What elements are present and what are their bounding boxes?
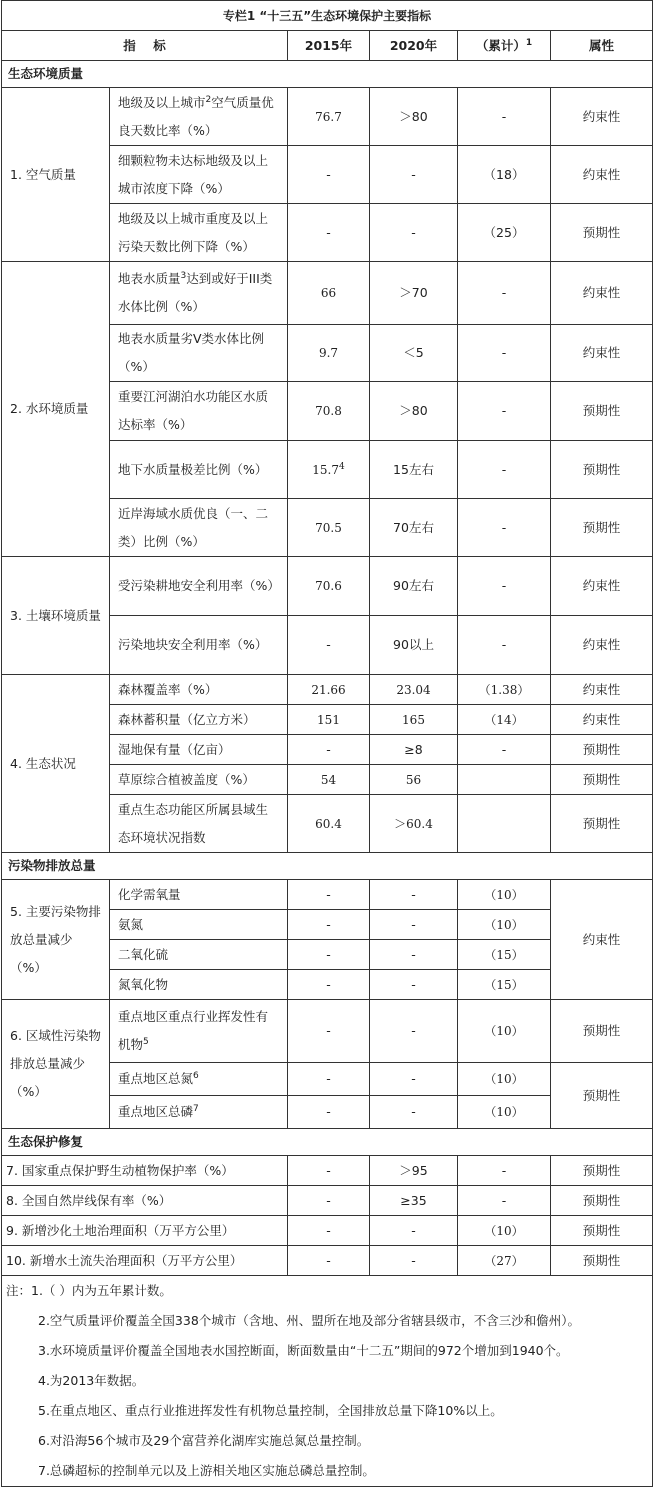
table-row xyxy=(2,880,653,910)
value-cumulative: （10） xyxy=(458,1000,551,1063)
indicator-name: 森林蓄积量（亿立方米） xyxy=(110,705,288,735)
attribute: 预期性 xyxy=(551,441,653,499)
value-cumulative xyxy=(458,765,551,795)
indicator-table xyxy=(1,0,653,1487)
category-label: 4. 生态状况 xyxy=(2,675,110,853)
value-2020: - xyxy=(370,1063,458,1096)
attribute: 约束性 xyxy=(551,675,653,705)
value-2015: - xyxy=(288,1216,370,1246)
value-cumulative xyxy=(458,795,551,853)
indicator-name: 氮氧化物 xyxy=(110,970,288,1000)
value-2020: ＞80 xyxy=(370,382,458,441)
value-2020: 90以上 xyxy=(370,616,458,675)
indicator-name: 重要江河湖泊水功能区水质达标率（%） xyxy=(110,382,288,441)
attribute: 预期性 xyxy=(551,382,653,441)
header-2015: 2015年 xyxy=(288,31,370,61)
value-2020: - xyxy=(370,940,458,970)
value-2020: 90左右 xyxy=(370,557,458,616)
table-row xyxy=(2,1216,653,1246)
value-2015: - xyxy=(288,1246,370,1276)
value-cumulative: - xyxy=(458,262,551,325)
value-2015: - xyxy=(288,1156,370,1186)
value-2015: - xyxy=(288,146,370,204)
attribute: 预期性 xyxy=(551,795,653,853)
value-cumulative: （10） xyxy=(458,880,551,910)
header-2020: 2020年 xyxy=(370,31,458,61)
notes-block xyxy=(2,1276,653,1487)
attribute: 预期性 xyxy=(551,1216,653,1246)
table-row xyxy=(2,675,653,705)
attribute: 约束性 xyxy=(551,557,653,616)
value-cumulative: - xyxy=(458,557,551,616)
indicator-name: 草原综合植被盖度（%） xyxy=(110,765,288,795)
indicator-name: 重点地区重点行业挥发性有机物$^5$ xyxy=(110,1000,288,1063)
value-cumulative: - xyxy=(458,616,551,675)
indicator-name: 地表水质量$^3$达到或好于III类水体比例（%） xyxy=(110,262,288,325)
indicator-name: 10. 新增水土流失治理面积（万平方公里） xyxy=(2,1246,288,1276)
value-cumulative: - xyxy=(458,382,551,441)
indicator-name: 地下水质量极差比例（%） xyxy=(110,441,288,499)
value-cumulative: （15） xyxy=(458,970,551,1000)
value-2015: 9.7 xyxy=(288,325,370,382)
value-2020: - xyxy=(370,1216,458,1246)
value-2015: - xyxy=(288,970,370,1000)
indicator-name: 二氧化硫 xyxy=(110,940,288,970)
category-label: 6. 区域性污染物排放总量减少（%） xyxy=(2,1000,110,1129)
value-2015: 60.4 xyxy=(288,795,370,853)
value-cumulative: （25） xyxy=(458,204,551,262)
note: 3.水环境质量评价覆盖全国地表水国控断面，断面数量由“十二五”期间的972个增加到1940个。 xyxy=(38,1343,569,1358)
value-2015: 21.66 xyxy=(288,675,370,705)
value-2020: ≥35 xyxy=(370,1186,458,1216)
value-2015: - xyxy=(288,1096,370,1129)
attribute: 预期性 xyxy=(551,499,653,557)
attribute: 约束性 xyxy=(551,880,653,1000)
attribute: 约束性 xyxy=(551,325,653,382)
value-2020: - xyxy=(370,1096,458,1129)
indicator-name: 7. 国家重点保护野生动植物保护率（%） xyxy=(2,1156,288,1186)
value-cumulative: （27） xyxy=(458,1246,551,1276)
value-2020: 23.04 xyxy=(370,675,458,705)
value-2015: - xyxy=(288,1186,370,1216)
indicator-name: 重点地区总氮$^6$ xyxy=(110,1063,288,1096)
indicator-name: 氨氮 xyxy=(110,910,288,940)
indicator-name: 森林覆盖率（%） xyxy=(110,675,288,705)
attribute: 预期性 xyxy=(551,1186,653,1216)
section-heading: 生态保护修复 xyxy=(2,1129,653,1156)
value-2020: - xyxy=(370,910,458,940)
attribute: 预期性 xyxy=(551,1246,653,1276)
attribute: 约束性 xyxy=(551,616,653,675)
note: 4.为2013年数据。 xyxy=(38,1373,145,1388)
header-cumulative: （累计）$^1$ xyxy=(458,31,551,61)
indicator-name: 8. 全国自然岸线保有率（%） xyxy=(2,1186,288,1216)
value-cumulative: （10） xyxy=(458,1063,551,1096)
value-cumulative: （1.38） xyxy=(458,675,551,705)
value-2020: ≥8 xyxy=(370,735,458,765)
header-attribute: 属性 xyxy=(551,31,653,61)
value-2015: - xyxy=(288,910,370,940)
section-heading: 生态环境质量 xyxy=(2,61,653,88)
value-2020: - xyxy=(370,970,458,1000)
value-2015: 70.6 xyxy=(288,557,370,616)
table-row xyxy=(2,1246,653,1276)
attribute: 约束性 xyxy=(551,88,653,146)
note: 6.对沿海56个城市及29个富营养化湖库实施总氮总量控制。 xyxy=(38,1433,370,1448)
value-cumulative: - xyxy=(458,499,551,557)
value-2020: 165 xyxy=(370,705,458,735)
value-cumulative: （14） xyxy=(458,705,551,735)
value-2015: - xyxy=(288,735,370,765)
value-2015: - xyxy=(288,204,370,262)
value-2020: ＜5 xyxy=(370,325,458,382)
value-2015: - xyxy=(288,1000,370,1063)
category-label: 5. 主要污染物排放总量减少（%） xyxy=(2,880,110,1000)
table-row xyxy=(2,557,653,616)
category-label: 2. 水环境质量 xyxy=(2,262,110,557)
indicator-name: 重点地区总磷$^7$ xyxy=(110,1096,288,1129)
category-label: 3. 土壤环境质量 xyxy=(2,557,110,675)
value-cumulative: - xyxy=(458,325,551,382)
value-2015: 54 xyxy=(288,765,370,795)
value-2020: - xyxy=(370,204,458,262)
attribute: 预期性 xyxy=(551,735,653,765)
value-2020: ＞70 xyxy=(370,262,458,325)
value-cumulative: （10） xyxy=(458,1216,551,1246)
value-2020: 15左右 xyxy=(370,441,458,499)
value-2020: 56 xyxy=(370,765,458,795)
value-cumulative: - xyxy=(458,441,551,499)
value-2020: ＞95 xyxy=(370,1156,458,1186)
note: 5.在重点地区、重点行业推进挥发性有机物总量控制，全国排放总量下降10%以上。 xyxy=(38,1403,503,1418)
value-2020: ＞80 xyxy=(370,88,458,146)
note: 注：1.（ ）内为五年累计数。 xyxy=(6,1283,172,1298)
value-2015: - xyxy=(288,1063,370,1096)
value-cumulative: （10） xyxy=(458,910,551,940)
value-2015: - xyxy=(288,880,370,910)
attribute: 预期性 xyxy=(551,1000,653,1063)
category-label: 1. 空气质量 xyxy=(2,88,110,262)
note: 7.总磷超标的控制单元以及上游相关地区实施总磷总量控制。 xyxy=(38,1463,375,1478)
table-row xyxy=(2,1186,653,1216)
section-heading: 污染物排放总量 xyxy=(2,853,653,880)
value-cumulative: - xyxy=(458,1156,551,1186)
value-2015: - xyxy=(288,616,370,675)
indicator-name: 地级及以上城市重度及以上污染天数比例下降（%） xyxy=(110,204,288,262)
value-2015: 151 xyxy=(288,705,370,735)
attribute: 约束性 xyxy=(551,262,653,325)
indicator-name: 近岸海域水质优良（一、二类）比例（%） xyxy=(110,499,288,557)
value-2015: 66 xyxy=(288,262,370,325)
value-2015: 15.7$^4$ xyxy=(288,441,370,499)
indicator-name: 化学需氧量 xyxy=(110,880,288,910)
indicator-name: 重点生态功能区所属县域生态环境状况指数 xyxy=(110,795,288,853)
attribute: 约束性 xyxy=(551,705,653,735)
value-2015: 70.8 xyxy=(288,382,370,441)
attribute: 约束性 xyxy=(551,146,653,204)
table-row xyxy=(2,1156,653,1186)
value-cumulative: - xyxy=(458,1186,551,1216)
indicator-name: 湿地保有量（亿亩） xyxy=(110,735,288,765)
value-2015: 76.7 xyxy=(288,88,370,146)
value-2020: - xyxy=(370,1000,458,1063)
value-2015: 70.5 xyxy=(288,499,370,557)
value-2020: - xyxy=(370,146,458,204)
value-2020: 70左右 xyxy=(370,499,458,557)
indicator-name: 地级及以上城市$^2$空气质量优良天数比率（%） xyxy=(110,88,288,146)
attribute: 预期性 xyxy=(551,1063,653,1129)
value-cumulative: （18） xyxy=(458,146,551,204)
value-cumulative: （10） xyxy=(458,1096,551,1129)
indicator-name: 9. 新增沙化土地治理面积（万平方公里） xyxy=(2,1216,288,1246)
value-cumulative: - xyxy=(458,735,551,765)
attribute: 预期性 xyxy=(551,1156,653,1186)
value-2020: - xyxy=(370,1246,458,1276)
indicator-name: 细颗粒物未达标地级及以上城市浓度下降（%） xyxy=(110,146,288,204)
header-indicator: 指 标 xyxy=(2,31,288,61)
value-cumulative: - xyxy=(458,88,551,146)
indicator-name: 地表水质量劣Ⅴ类水体比例（%） xyxy=(110,325,288,382)
value-2015: - xyxy=(288,940,370,970)
table-row xyxy=(2,1000,653,1063)
table-title: 专栏1 “十三五”生态环境保护主要指标 xyxy=(2,1,653,31)
value-cumulative: （15） xyxy=(458,940,551,970)
table-row xyxy=(2,262,653,325)
attribute: 预期性 xyxy=(551,204,653,262)
table-row xyxy=(2,88,653,146)
attribute: 预期性 xyxy=(551,765,653,795)
note: 2.空气质量评价覆盖全国338个城市（含地、州、盟所在地及部分省辖县级市，不含三沙和儋州）。 xyxy=(38,1313,581,1328)
value-2020: ＞60.4 xyxy=(370,795,458,853)
value-2020: - xyxy=(370,880,458,910)
indicator-name: 受污染耕地安全利用率（%） xyxy=(110,557,288,616)
indicator-name: 污染地块安全利用率（%） xyxy=(110,616,288,675)
header-row xyxy=(2,31,653,61)
